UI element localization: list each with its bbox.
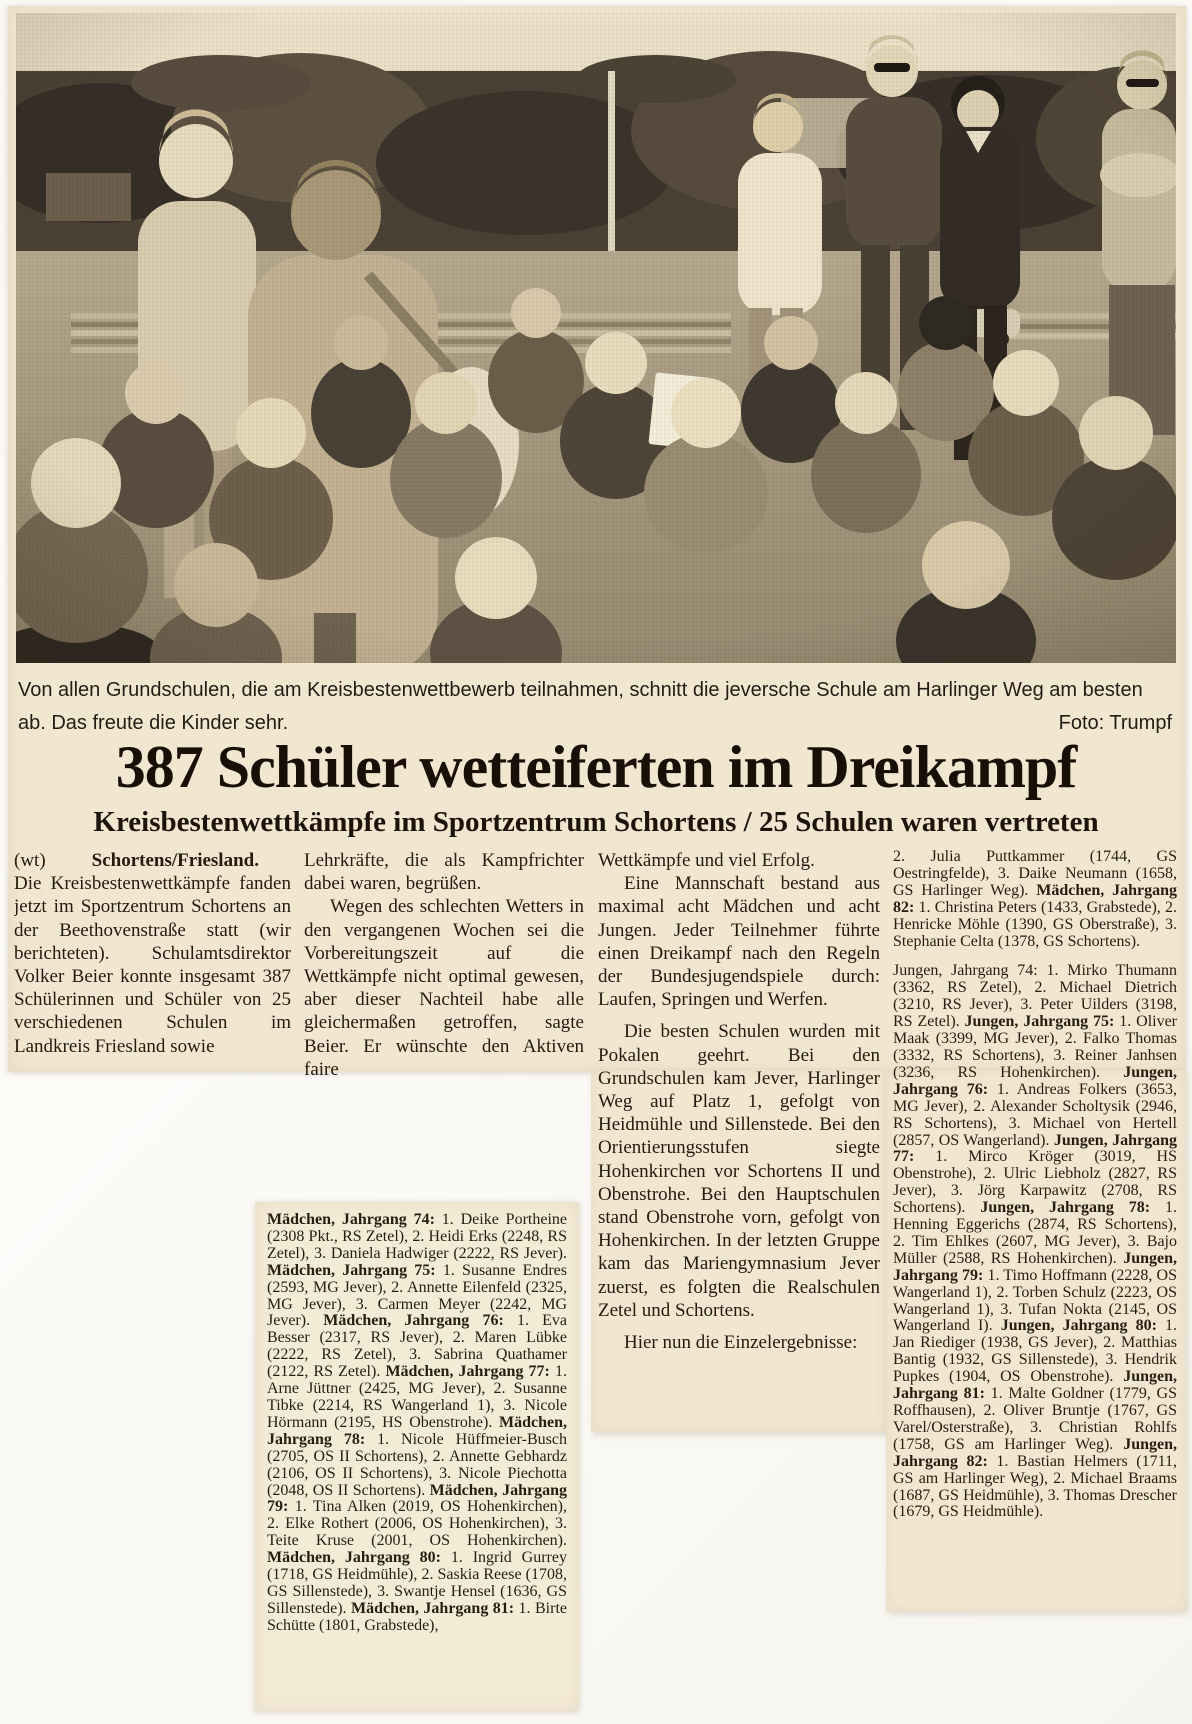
result-entries-text: 2. Julia Puttkammer (1744, GS Oestringfelde), 3. Daike Neumann (1658, GS Harlinger Weg).: [893, 849, 1177, 899]
author-initials: (wt): [14, 850, 46, 871]
result-entries-text: 1. Ingrid Gurrey (1718, GS Heidmühle), 2. Saskia Reese (1708, GS Sillenstede), 3. Swantje Hensel (1636, GS Sillenstede).: [267, 1549, 567, 1617]
article-paragraph: Lehrkräfte, die als Kampfrichter dabei waren, begrüßen.: [304, 850, 584, 895]
result-entries-text: 1. Bastian Helmers (1711, GS am Harlinger Weg), 2. Michael Braams (1687, GS Heidmühle), 3. Thomas Drescher (1679, GS Heidmühle).: [893, 1452, 1177, 1521]
article-paragraph: Hier nun die Einzelergebnisse:: [624, 1332, 858, 1354]
headline: 387 Schüler wetteiferten im Dreikampf: [115, 734, 1077, 800]
result-entries-text: 1. Eva Besser (2317, RS Jever), 2. Maren Lübke (2222, RS Zetel), 3. Sabrina Quathamer (2122, RS Zetel).: [267, 1312, 567, 1381]
news-photo: [16, 13, 1176, 663]
result-age-group-heading: Jungen, Jahrgang 80:: [1000, 1317, 1157, 1335]
photo-caption-text: Von allen Grundschulen, die am Kreisbestenwettbewerb teilnahmen, schnitt die jeversche Schule am Harlinger Weg am besten ab. Das freute die Kinder sehr.: [18, 679, 1143, 734]
results-paragraph: [893, 963, 1177, 1521]
result-entries-text: 1. Henning Eggerichs (2874, RS Schortens), 2. Tim Ehlkes (2607, MG Jever), 3. Bajo Müller (2588, RS Hohenkirchen).: [893, 1199, 1177, 1267]
result-entries-text: 1. Mirco Kröger (3019, HS Obenstrohe), 2. Ulric Liebholz (2827, RS Jever), 3. Jörg Karpawitz (2708, RS Schortens).: [893, 1148, 1177, 1217]
result-age-group-heading: Mädchen, Jahrgang 75:: [267, 1261, 436, 1279]
result-entries-text: 1. Andreas Folkers (3653, MG Jever), 2. Alexander Scholtysik (2946, RS Schortens), 3. Michael von Hertell (2857, OS Wangerland).: [893, 1080, 1177, 1149]
result-entries-text: Jungen, Jahrgang 74: 1. Mirko Thumann (3362, RS Zetel), 2. Michael Dietrich (3210, RS Jever), 3. Peter Uilders (3198, RS Zetel).: [893, 962, 1177, 1031]
result-age-group-heading: Mädchen, Jahrgang 82:: [893, 881, 1177, 916]
article-text: Die Kreisbestenwettkämpfe fanden jetzt im Sportzentrum Schortens an der Beethovenstraße statt (wir berichteten). Schulamtsdirektor Volker Beier konnte insgesamt 387 Schülerinnen und Schüler von 25 verschiedenen Schulen im Landkreis Friesland sowie: [14, 873, 291, 1057]
results-clipping-girls: [255, 1202, 579, 1711]
result-age-group-heading: Mädchen, Jahrgang 74:: [267, 1211, 435, 1228]
result-entries-text: 1. Timo Hoffmann (2228, OS Wangerland 1), 2. Torben Schulz (2223, OS Wangerland 1), 3. Tufan Nokta (2145, OS Wangerland I).: [893, 1266, 1177, 1335]
article-column-1: [14, 849, 291, 1069]
result-age-group-heading: Jungen, Jahrgang 81:: [893, 1368, 1177, 1403]
result-age-group-heading: Mädchen, Jahrgang 77:: [385, 1363, 550, 1381]
result-age-group-heading: Jungen, Jahrgang 79:: [893, 1249, 1177, 1284]
result-age-group-heading: Mädchen, Jahrgang 76:: [323, 1312, 504, 1330]
result-age-group-heading: Mädchen, Jahrgang 78:: [267, 1413, 567, 1448]
result-entries-text: 1. Deike Portheine (2308 Pkt., RS Zetel), 2. Heidi Erks (2248, RS Zetel), 3. Daniela Hadwiger (2222, RS Jever).: [267, 1211, 567, 1262]
subheadline: Kreisbestenwettkämpfe im Sportzentrum Schortens / 25 Schulen waren vertreten: [93, 806, 1099, 838]
result-entries-text: 1. Christina Peters (1433, Grabstede), 2. Henricke Möhle (1390, GS Oberstraße), 3. Stephanie Celta (1378, GS Schortens).: [893, 898, 1177, 950]
dateline: Schortens/Friesland.: [91, 850, 259, 871]
result-age-group-heading: Jungen, Jahrgang 82:: [893, 1435, 1177, 1470]
article-column-2: [304, 849, 584, 1079]
results-column-boys: [893, 849, 1177, 1607]
article-paragraph: [14, 849, 291, 1058]
article-column-3: [598, 849, 880, 1429]
result-age-group-heading: Jungen, Jahrgang 75:: [964, 1013, 1115, 1031]
article-paragraph: Die besten Schulen wurden mit Pokalen geehrt. Bei den Grundschulen kam Jever, Harlinger Weg auf Platz 1, gefolgt von Heidmühle und Sillenstede. Bei den Orientierungsstufen siegte Hohenkirchen vor Schortens II und Obenstrohe. Bei den Hauptschulen stand Obenstrohe vorn, gefolgt von Hohenkirchen. In der letzten Gruppe kam das Mariengymnasium Jever zuerst, es folgten die Realschulen Zetel und Schortens.: [598, 1021, 880, 1321]
article-paragraph: Eine Mannschaft bestand aus maximal acht Mädchen und acht Jungen. Jeder Teilnehmer führte einen Dreikampf nach den Regeln der Bundesjugendspiele durch: Laufen, Springen und Werfen.: [598, 873, 880, 1011]
result-entries-text: 1. Susanne Endres (2593, MG Jever), 2. Annette Eilenfeld (2325, MG Jever), 3. Carmen Meyer (2242, MG Jever).: [267, 1261, 567, 1330]
results-paragraph: [893, 849, 1177, 950]
result-age-group-heading: Jungen, Jahrgang 76:: [893, 1063, 1177, 1098]
photo-credit: Foto: Trumpf: [1058, 712, 1172, 734]
photo-caption: [18, 674, 1174, 740]
result-entries-text: 1. Malte Goldner (1779, GS Roffhausen), 2. Oliver Bruntje (1767, GS Varel/Osterstraße), 3. Christian Rohlfs (1758, GS am Harlinger Weg).: [893, 1385, 1177, 1453]
result-age-group-heading: Mädchen, Jahrgang 81:: [350, 1599, 515, 1617]
result-entries-text: 1. Arne Jüttner (2425, MG Jever), 2. Susanne Tibke (2214, RS Wangerland 1), 3. Nicole Hörmann (2195, HS Obenstrohe).: [267, 1363, 568, 1431]
result-entries-text: 1. Tina Alken (2019, OS Hohenkirchen), 2. Elke Rothert (2006, OS Hohenkirchen), 3. Teite Kruse (2001, OS Hohenkirchen).: [267, 1498, 567, 1550]
result-age-group-heading: Jungen, Jahrgang 78:: [980, 1199, 1151, 1217]
photo-vignette: [16, 13, 1176, 663]
result-age-group-heading: Mädchen, Jahrgang 80:: [267, 1549, 441, 1567]
results-paragraph: [267, 1212, 567, 1635]
result-entries-text: 1. Jan Riediger (1938, GS Jever), 2. Matthias Bantig (1932, GS Sillenstede), 3. Hendrik Pupkes (1904, OS Obenstrohe).: [893, 1317, 1177, 1386]
result-entries-text: 1. Birte Schütte (1801, Grabstede),: [267, 1599, 567, 1634]
news-photo-illustration: [16, 13, 1176, 663]
article-paragraph: Wettkämpfe und viel Erfolg.: [598, 850, 815, 871]
article-paragraph: Wegen des schlechten Wetters in den vergangenen Wochen sei die Vorbereitungszeit auf die Wettkämpfe nicht optimal gewesen, aber dieser Nachteil habe alle gleichermaßen getroffen, sagte Beier. Er wünschte den Aktiven faire: [304, 896, 584, 1079]
result-entries-text: 1. Oliver Maak (3399, MG Jever), 2. Falko Thomas (3332, RS Schortens), 3. Reiner Janhsen (3236, RS Hohenkirchen).: [893, 1013, 1177, 1081]
result-entries-text: 1. Nicole Hüffmeier-Busch (2705, OS II Schortens), 2. Annette Gebhardz (2106, OS II Schortens), 3. Nicole Piechotta (2048, OS II Schortens).: [267, 1430, 567, 1499]
result-age-group-heading: Mädchen, Jahrgang 79:: [267, 1481, 567, 1516]
result-age-group-heading: Jungen, Jahrgang 77:: [893, 1131, 1177, 1166]
